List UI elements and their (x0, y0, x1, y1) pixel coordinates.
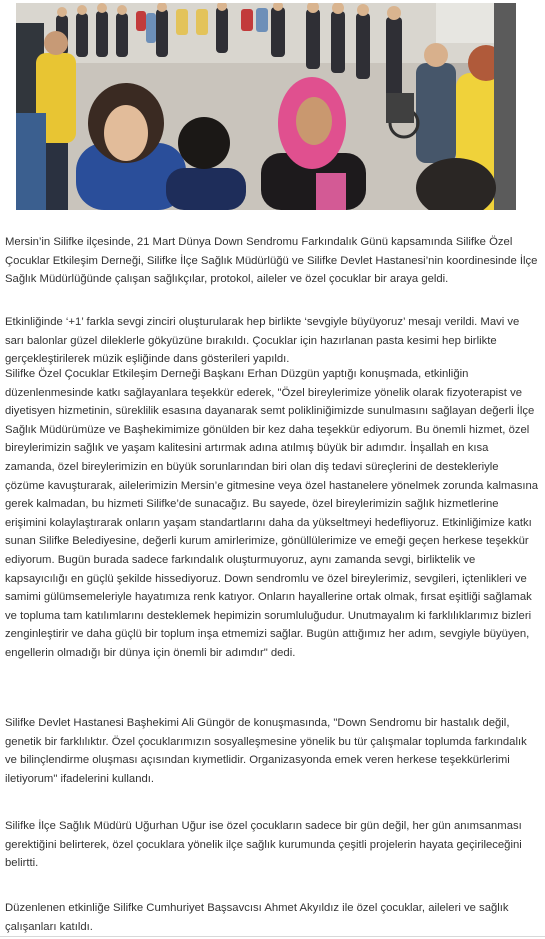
article-paragraph-1: Mersin’in Silifke ilçesinde, 21 Mart Dünya Down Sendromu Farkındalık Günü kapsamında Silifke Özel Çocuklar Etkileşim Derneği, Silifke İlçe Sağlık Müdürlüğü ve Silifke Devlet Hastanesi’nin koordinesinde İlçe Sağlık Müdürlüğünde çalışan sağlıkçılar, protokol, aileler ve özel çocuklar bir araya geldi. (5, 236, 538, 286)
article-paragraph-6: Düzenlenen etkinliğe Silifke Cumhuriyet Başsavcısı Ahmet Akyıldız ile özel çocuklar, aileleri ve sağlık çalışanları katıldı. (5, 902, 509, 933)
article-photo (16, 3, 516, 210)
article-paragraph-2: Etkinliğinde ‘+1’ farkla sevgi zinciri oluşturularak hep birlikte ‘sevgiyle büyüyoruz’ mesajı verildi. Mavi ve sarı balonlar güzel dileklerle gökyüzüne bırakıldı. Çocuklar için hazırlanan pasta kesimi hep birlikte gerçekleştirilerek müzik eşliğinde dans gösterileri yapıldı. (5, 316, 520, 366)
article-paragraph-5: Silifke İlçe Sağlık Müdürü Uğurhan Uğur ise özel çocukların sadece bir gün değil, her gün anımsanması gerektiğini belirterek, özel çocuklara yönelik ilçe sağlık kurumunda çeşitli projelerin hayata geçirileceğini belirtti. (5, 820, 522, 870)
bottom-divider (0, 936, 545, 937)
article-paragraph-4: Silifke Devlet Hastanesi Başhekimi Ali Güngör de konuşmasında, "Down Sendromu bir hastalık değil, genetik bir farklılıktır. Özel çocuklarımızın sosyalleşmesine yönelik bu tür çalışmalar toplumda farkındalık ve bilinçlendirme oluşması açısından kıymetlidir. Organizasyonda emek veren herkese teşekkürlerimi iletiyorum" ifadelerini kullandı. (5, 717, 527, 785)
article-paragraph-3: Silifke Özel Çocuklar Etkileşim Derneği Başkanı Erhan Düzgün yaptığı konuşmada, etkinliğin düzenlenmesinde katkı sağlayanlara teşekkür ederek, "Özel bireylerimize yönelik olarak fizyoterapist ve diyetisyen hizmetinin, süreklilik esasına dayanarak semt polikliniğimizde sunulmasını sağlayan değerli İlçe Sağlık Müdürümüze ve Başhekimimize gönülden bir kez daha teşekkür ediyorum. Bu önemli hizmet, özel bireylerimizin sağlık ve yaşam kalitesini artırmak adına atılmış büyük bir adımdır. İnşallah en kısa zamanda, özel bireylerimizin en büyük sorunlarından biri olan diş tedavi süreçlerini de destekleriyle çözüme kavuşturarak, ailelerimizin Mersin’e gitmesine veya özel hastanelere yönelmek zorunda kalmasına gerek kalmadan, bu hizmeti Silifke’de sunacağız. Bu sayede, özel bireylerimizin sağlık hizmetlerine erişimini kolaylaştırarak onların yaşam standartlarını daha da yükseltmeyi hedefliyoruz. Etkinliğimize katkı sunan Silifke Belediyesine, değerli kurum amirlerimize, gönüllülerimize ve emeği geçen herkese teşekkür ediyorum. Bugün burada sadece farkındalık oluşturmuyoruz, aynı zamanda sevgi, birliktelik ve kapsayıcılığı en güçlü şekilde hissediyoruz. Down sendromlu ve özel bireylerimiz, sevgileri, içtenlikleri ve samimi gülümsemeleriyle hayatımıza renk katıyor. Onların hayallerine ortak olmak, fırsat eşitliği sağlamak ve topluma tam katılımlarını desteklemek hepimizin sorumluluğudur. Unutmayalım ki farklılıklarımız bizleri zenginleştirir ve daha güçlü bir toplum inşa etmemizi sağlar. Bugün attığımız her adım, sevgiyle büyüyen, engellerin olmadığı bir dünya için önemli bir adımdır" dedi. (5, 368, 539, 659)
group-photo-illustration (16, 3, 516, 210)
